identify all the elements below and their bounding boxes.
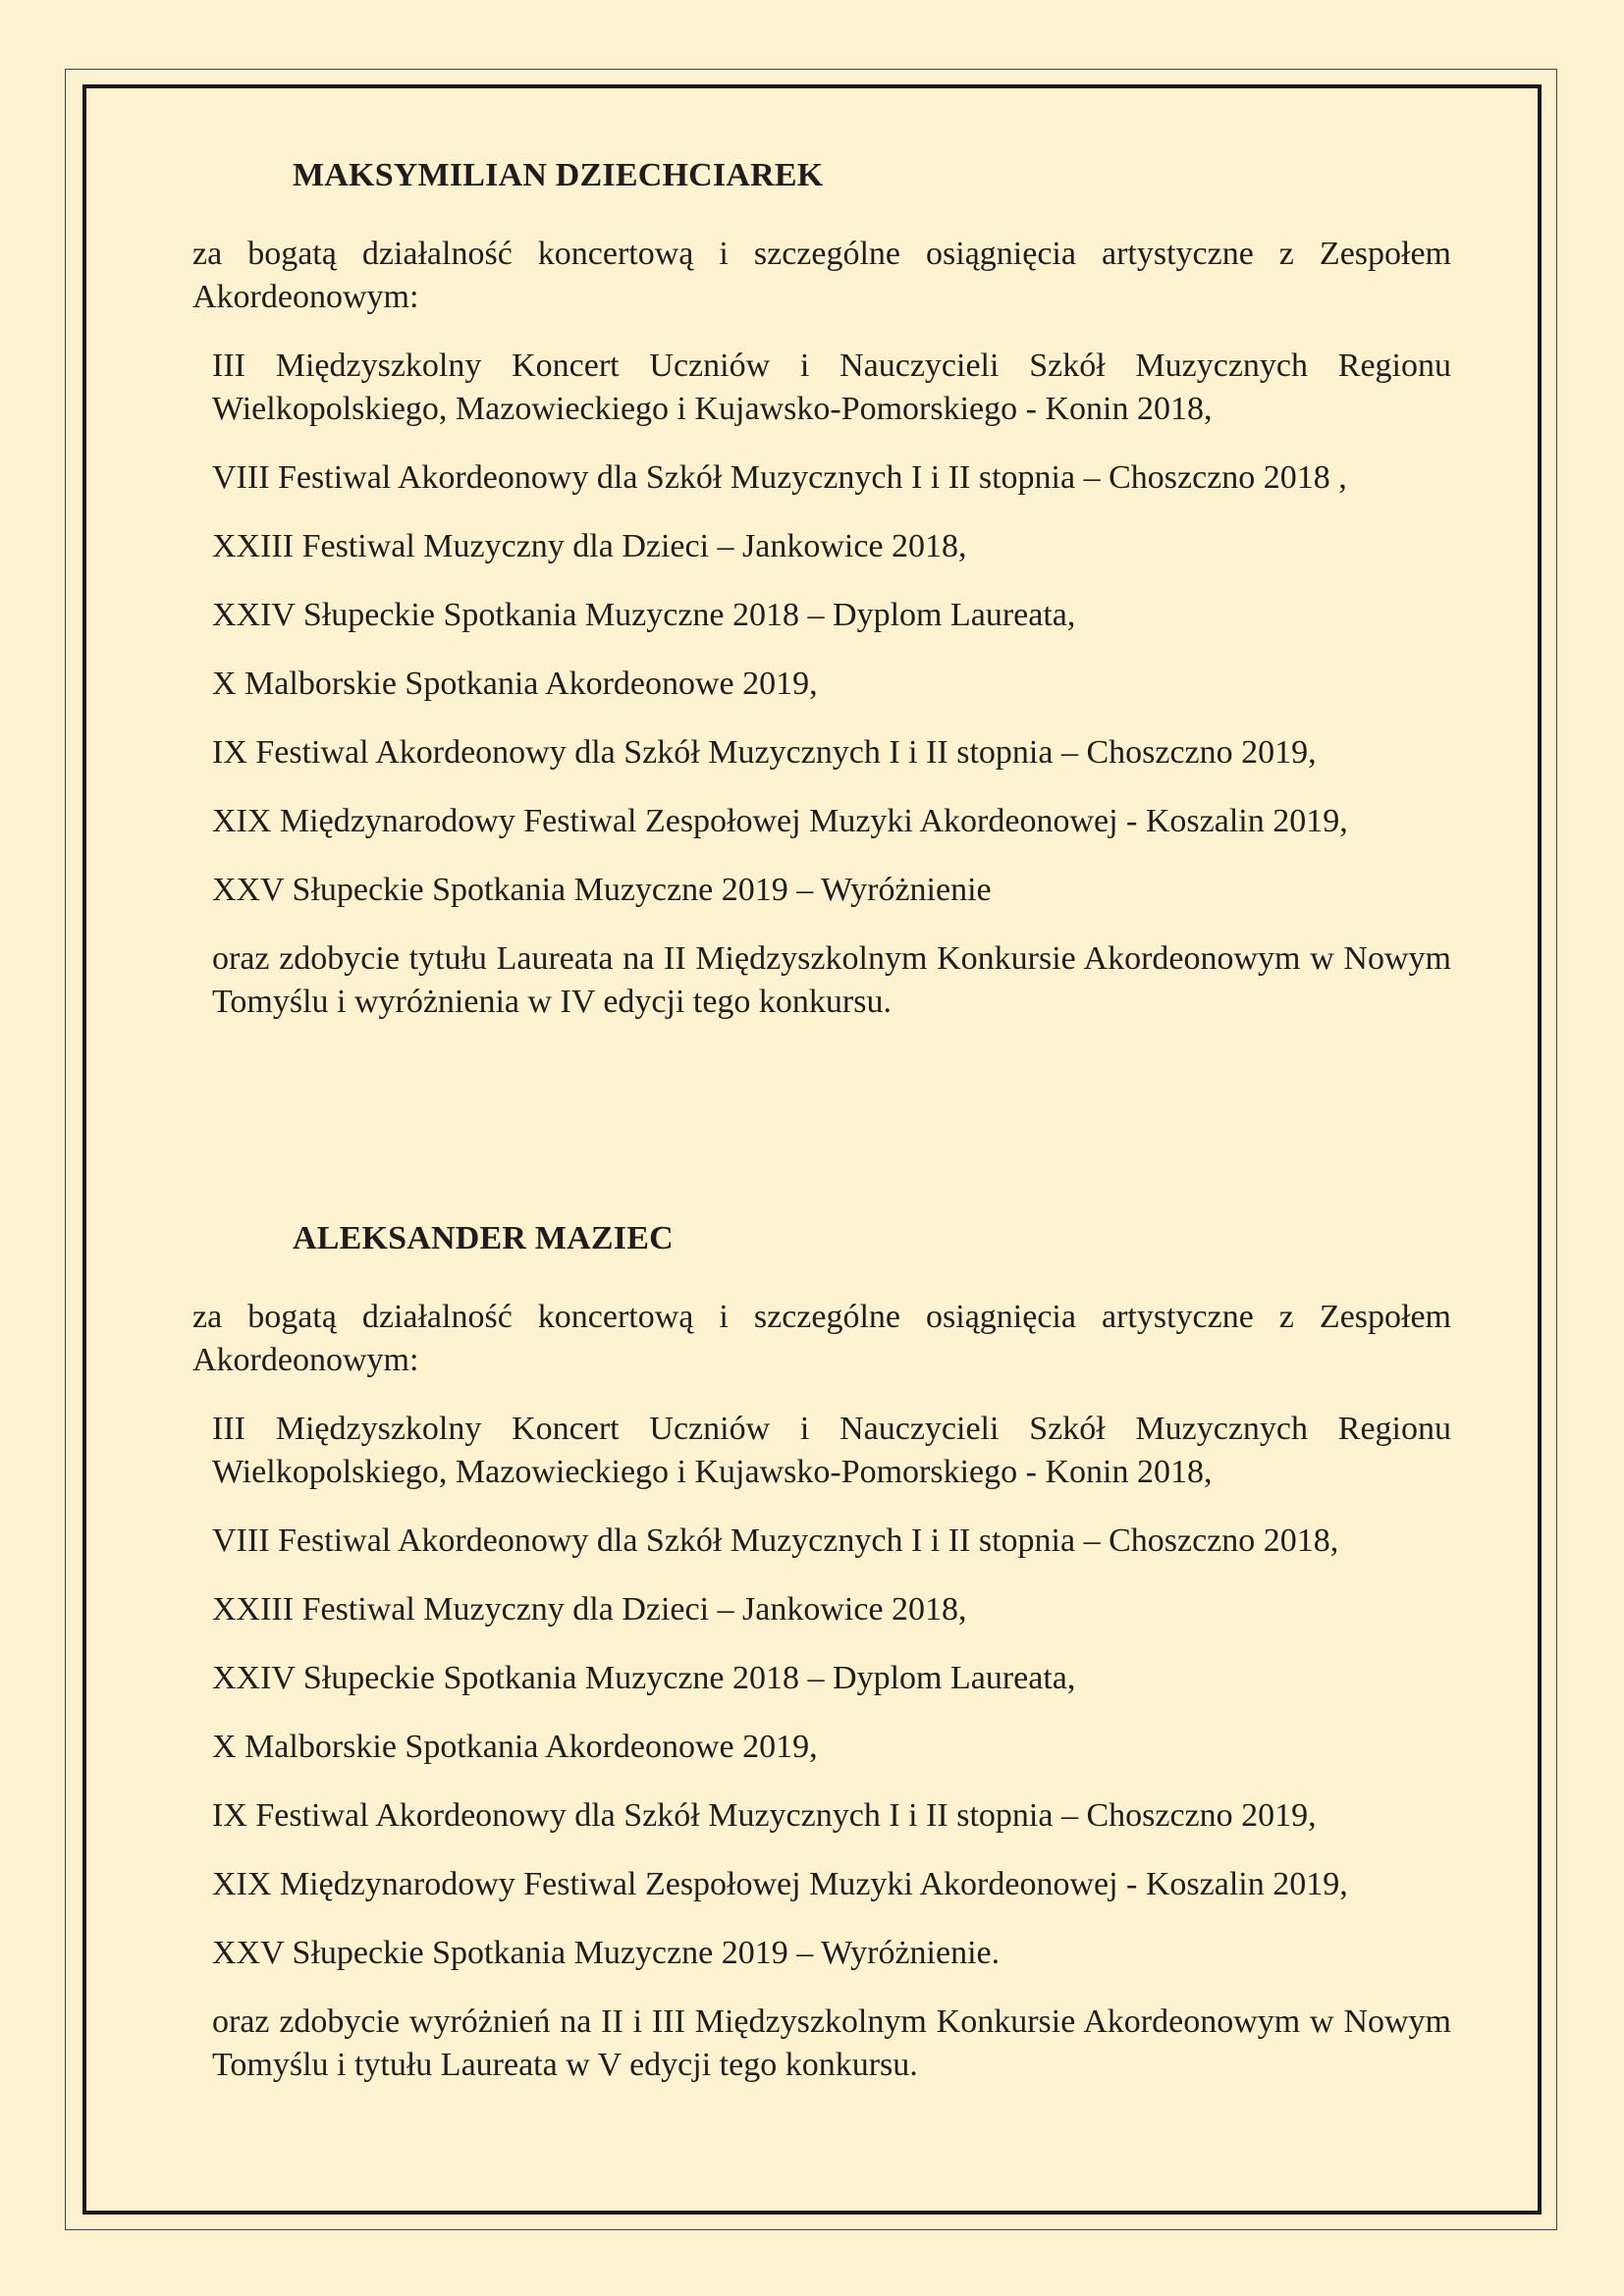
achievement-item: III Międzyszkolny Koncert Uczniów i Nauczycieli Szkół Muzycznych Regionu Wielkopolskiego, Mazowieckiego i Kujawsko-Pomorskiego - Konin 2018, xyxy=(212,1411,1451,1490)
achievement-item: XIX Międzynarodowy Festiwal Zespołowej Muzyki Akordeonowej - Koszalin 2019, xyxy=(212,803,1348,839)
achievement-item: oraz zdobycie tytułu Laureata na II Międzyszkolnym Konkursie Akordeonowym w Nowym Tomyślu i wyróżnienia w IV edycji tego konkursu. xyxy=(212,940,1451,1020)
achievement-item: XXIII Festiwal Muzyczny dla Dzieci – Jankowice 2018, xyxy=(212,528,967,564)
achievement-item: XIX Międzynarodowy Festiwal Zespołowej Muzyki Akordeonowej - Koszalin 2019, xyxy=(212,1866,1348,1902)
achievement-item: VIII Festiwal Akordeonowy dla Szkół Muzycznych I i II stopnia – Choszczno 2018 , xyxy=(212,459,1347,496)
document-body xyxy=(192,0,1451,2296)
achievement-item: X Malborskie Spotkania Akordeonowe 2019, xyxy=(212,666,818,702)
achievement-item: XXV Słupeckie Spotkania Muzyczne 2019 – Wyróżnienie. xyxy=(212,1935,1001,1971)
achievement-item: IX Festiwal Akordeonowy dla Szkół Muzycznych I i II stopnia – Choszczno 2019, xyxy=(212,1797,1317,1834)
achievement-item: oraz zdobycie wyróżnień na II i III Międzyszkolnym Konkursie Akordeonowym w Nowym Tomyślu i tytułu Laureata w V edycji tego konkursu. xyxy=(212,2003,1451,2083)
achievement-item: III Międzyszkolny Koncert Uczniów i Nauczycieli Szkół Muzycznych Regionu Wielkopolskiego, Mazowieckiego i Kujawsko-Pomorskiego - Konin 2018, xyxy=(212,347,1451,427)
achievement-item: XXIV Słupeckie Spotkania Muzyczne 2018 – Dyplom Laureata, xyxy=(212,1660,1076,1696)
achievement-list xyxy=(192,345,1451,1024)
recipient-name: ALEKSANDER MAZIEC xyxy=(293,1220,674,1256)
achievement-item: XXIII Festiwal Muzyczny dla Dzieci – Jankowice 2018, xyxy=(212,1591,967,1628)
achievement-list xyxy=(192,1408,1451,2087)
award-section-2 xyxy=(192,1215,1451,2112)
achievement-item: VIII Festiwal Akordeonowy dla Szkół Muzycznych I i II stopnia – Choszczno 2018, xyxy=(212,1522,1339,1559)
achievement-item: IX Festiwal Akordeonowy dla Szkół Muzycznych I i II stopnia – Choszczno 2019, xyxy=(212,734,1317,771)
award-intro: za bogatą działalność koncertową i szczególne osiągnięcia artystyczne z Zespołem Akordeonowym: xyxy=(192,1299,1451,1378)
achievement-item: XXV Słupeckie Spotkania Muzyczne 2019 – Wyróżnienie xyxy=(212,872,992,908)
achievement-item: XXIV Słupeckie Spotkania Muzyczne 2018 – Dyplom Laureata, xyxy=(212,597,1076,633)
recipient-name: MAKSYMILIAN DZIECHCIAREK xyxy=(293,157,824,193)
achievement-item: X Malborskie Spotkania Akordeonowe 2019, xyxy=(212,1729,818,1765)
award-section-1 xyxy=(192,152,1451,1049)
award-intro: za bogatą działalność koncertową i szczególne osiągnięcia artystyczne z Zespołem Akordeonowym: xyxy=(192,236,1451,315)
